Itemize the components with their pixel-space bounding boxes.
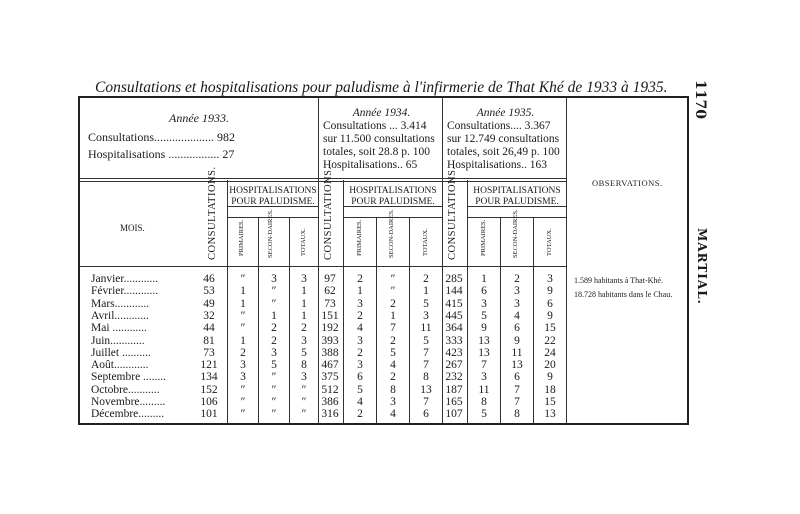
value-cell: ″	[271, 285, 277, 298]
value-cell: 8	[423, 371, 429, 384]
value-cell: ″	[240, 383, 246, 396]
value-cell: 5	[481, 408, 487, 421]
value-cell: 415	[445, 297, 463, 310]
month-cell: Février............	[91, 285, 159, 298]
value-cell: 6	[481, 285, 487, 298]
month-cell: Octobre...........	[91, 383, 160, 396]
hosp-header-1933	[228, 186, 318, 208]
value-cell: 11	[478, 383, 490, 396]
consultations-header-1934: CONSULTATIONS.	[323, 166, 334, 260]
value-cell: 3	[240, 359, 246, 372]
value-cell: 151	[321, 309, 339, 322]
year-1934-percent: totales, soit 28.8 p. 100	[323, 146, 431, 158]
value-cell: 1	[423, 285, 429, 298]
primaires-header: PRIMAIRES.	[480, 219, 487, 256]
value-cell: ″	[271, 371, 277, 384]
value-cell: 4	[357, 396, 363, 408]
value-cell: 22	[544, 334, 556, 347]
divider	[80, 266, 566, 267]
value-cell: 1	[271, 309, 277, 322]
value-cell: 3	[547, 273, 553, 285]
value-cell: 3	[301, 371, 307, 384]
value-cell: ″	[271, 383, 277, 396]
value-cell: 3	[357, 297, 363, 310]
value-cell: 32	[203, 309, 215, 322]
value-cell: 7	[423, 359, 429, 372]
value-cell: ″	[271, 408, 277, 421]
hosp-header-line2: POUR PALUDISME.	[231, 197, 315, 207]
hosp-header-line2: POUR PALUDISME.	[351, 197, 435, 207]
value-cell: 2	[390, 297, 396, 310]
month-cell: Décembre.........	[91, 408, 165, 421]
value-cell: 386	[321, 396, 339, 408]
value-cell: 5	[271, 359, 277, 372]
value-cell: 3	[514, 285, 520, 298]
month-cell: Août............	[91, 359, 149, 372]
value-cell: 13	[511, 359, 523, 372]
value-cell: 1	[301, 297, 307, 310]
value-cell: 2	[357, 408, 363, 421]
observation-note: 18.728 habitants dans le Chau.	[574, 290, 673, 299]
value-cell: 423	[445, 346, 463, 359]
year-1933-block	[88, 112, 310, 161]
secondaires-header: SECON-DAIRES.	[267, 209, 274, 258]
month-cell: Janvier............	[91, 273, 159, 285]
hosp-header-line2: POUR PALUDISME.	[475, 197, 559, 207]
value-cell: 49	[203, 297, 215, 310]
totaux-header: TOTAUX.	[422, 228, 429, 256]
value-cell: 333	[445, 334, 463, 347]
value-cell: 187	[445, 383, 463, 396]
value-cell: 53	[203, 285, 215, 298]
value-cell: 134	[200, 371, 218, 384]
value-cell: 20	[544, 359, 556, 372]
value-cell: 8	[301, 359, 307, 372]
year-1934-consultations: Consultations ... 3.414	[323, 120, 427, 132]
value-cell: 2	[390, 334, 396, 347]
value-cell: 192	[321, 322, 339, 335]
table-row	[80, 385, 691, 397]
value-cell: 3	[301, 273, 307, 285]
value-cell: 512	[321, 383, 339, 396]
value-cell: 101	[200, 408, 218, 421]
month-cell: Mai ............	[91, 322, 147, 335]
year-1934-block	[323, 107, 440, 172]
value-cell: 3	[390, 396, 396, 408]
value-cell: 2	[357, 309, 363, 322]
value-cell: 6	[514, 371, 520, 384]
value-cell: 7	[514, 383, 520, 396]
table-row	[80, 299, 691, 311]
value-cell: 1	[240, 285, 246, 298]
value-cell: 364	[445, 322, 463, 335]
observation-note: 1.589 habitants à That-Khé.	[574, 276, 663, 285]
value-cell: 13	[544, 408, 556, 421]
value-cell: 3	[481, 371, 487, 384]
year-1935-percent: totales, soit 26,49 p. 100	[447, 146, 560, 158]
data-table	[78, 96, 689, 425]
value-cell: 1	[481, 273, 487, 285]
value-cell: 9	[547, 309, 553, 322]
observations-header: OBSERVATIONS.	[592, 178, 663, 188]
value-cell: 6	[547, 297, 553, 310]
year-1935-consultations: Consultations.... 3.367	[447, 120, 551, 132]
value-cell: 5	[357, 383, 363, 396]
value-cell: 3	[514, 297, 520, 310]
value-cell: 1	[357, 285, 363, 298]
value-cell: 18	[544, 383, 556, 396]
value-cell: 144	[445, 285, 463, 298]
value-cell: 2	[240, 346, 246, 359]
year-1934-heading: Année 1934.	[352, 107, 411, 119]
value-cell: 2	[357, 273, 363, 285]
table-row	[80, 336, 691, 348]
value-cell: 8	[514, 408, 520, 421]
table-row	[80, 311, 691, 323]
hosp-header-1935	[468, 186, 566, 208]
value-cell: 11	[511, 346, 523, 359]
value-cell: 2	[271, 334, 277, 347]
value-cell: ″	[390, 285, 396, 298]
value-cell: 2	[390, 371, 396, 384]
value-cell: 9	[514, 334, 520, 347]
value-cell: 1	[240, 334, 246, 347]
mois-header: MOIS.	[120, 223, 145, 233]
running-head-author: MARTIAL.	[695, 228, 709, 305]
month-cell: Juillet ..........	[91, 346, 151, 359]
value-cell: 467	[321, 359, 339, 372]
value-cell: 3	[271, 273, 277, 285]
value-cell: ″	[240, 396, 246, 408]
month-cell: Septembre ........	[91, 371, 167, 384]
table-row	[80, 360, 691, 372]
table-row	[80, 409, 691, 421]
value-cell: 81	[203, 334, 215, 347]
value-cell: 5	[423, 297, 429, 310]
value-cell: 3	[301, 334, 307, 347]
value-cell: 5	[301, 346, 307, 359]
value-cell: 5	[481, 309, 487, 322]
value-cell: 7	[390, 322, 396, 335]
hosp-header-1934	[344, 186, 442, 208]
value-cell: 13	[478, 346, 490, 359]
year-1933-hospitalisations: Hospitalisations ................. 27	[88, 147, 235, 161]
value-cell: 73	[203, 346, 215, 359]
value-cell: 6	[514, 322, 520, 335]
value-cell: 445	[445, 309, 463, 322]
value-cell: 6	[357, 371, 363, 384]
value-cell: 1	[240, 297, 246, 310]
value-cell: 15	[544, 322, 556, 335]
value-cell: 4	[390, 408, 396, 421]
year-1935-block	[447, 107, 564, 172]
value-cell: 232	[445, 371, 463, 384]
totaux-header: TOTAUX.	[300, 228, 307, 256]
table-row	[80, 348, 691, 360]
value-cell: 316	[321, 408, 339, 421]
year-1933-heading: Année 1933.	[169, 111, 229, 125]
consultations-header-1933: CONSULTATIONS.	[207, 166, 218, 260]
secondaires-header: SECON-DAIRES.	[388, 209, 395, 258]
value-cell: 388	[321, 346, 339, 359]
totaux-header: TOTAUX.	[546, 228, 553, 256]
year-1934-share: sur 11.500 consultations	[323, 133, 435, 145]
value-cell: 9	[481, 322, 487, 335]
value-cell: ″	[390, 273, 396, 285]
value-cell: 106	[200, 396, 218, 408]
value-cell: 152	[200, 383, 218, 396]
page-number: 1170	[692, 80, 708, 119]
value-cell: 7	[481, 359, 487, 372]
value-cell: 285	[445, 273, 463, 285]
month-cell: Juin............	[91, 334, 145, 347]
value-cell: 97	[324, 273, 336, 285]
value-cell: 46	[203, 273, 215, 285]
value-cell: ″	[240, 408, 246, 421]
month-cell: Mars............	[91, 297, 150, 310]
value-cell: 7	[423, 346, 429, 359]
year-1935-heading: Année 1935.	[476, 107, 535, 119]
value-cell: 375	[321, 371, 339, 384]
value-cell: ″	[301, 396, 307, 408]
hosp-header-line1: HOSPITALISATIONS	[229, 186, 317, 196]
value-cell: 11	[420, 322, 432, 335]
page-title: Consultations et hospitalisations pour paludisme à l'infirmerie de That Khé de 1933 à 1935.	[95, 79, 668, 96]
value-cell: 3	[357, 359, 363, 372]
value-cell: ″	[240, 273, 246, 285]
value-cell: 9	[547, 285, 553, 298]
value-cell: 393	[321, 334, 339, 347]
value-cell: 1	[301, 285, 307, 298]
value-cell: 4	[514, 309, 520, 322]
value-cell: ″	[301, 408, 307, 421]
value-cell: 2	[357, 346, 363, 359]
value-cell: 15	[544, 396, 556, 408]
value-cell: 2	[514, 273, 520, 285]
consultations-header-1935: CONSULTATIONS.	[447, 166, 458, 260]
month-cell: Novembre.........	[91, 396, 166, 408]
month-cell: Avril............	[91, 309, 149, 322]
value-cell: ″	[301, 383, 307, 396]
value-cell: 62	[324, 285, 336, 298]
value-cell: 5	[390, 346, 396, 359]
value-cell: 3	[240, 371, 246, 384]
value-cell: 1	[301, 309, 307, 322]
value-cell: 13	[478, 334, 490, 347]
value-cell: 3	[481, 297, 487, 310]
value-cell: 8	[481, 396, 487, 408]
value-cell: 9	[547, 371, 553, 384]
value-cell: 44	[203, 322, 215, 335]
value-cell: 3	[271, 346, 277, 359]
value-cell: 4	[390, 359, 396, 372]
value-cell: 3	[357, 334, 363, 347]
table-row	[80, 372, 691, 384]
primaires-header: PRIMAIRES.	[356, 219, 363, 256]
value-cell: 2	[423, 273, 429, 285]
value-cell: 3	[423, 309, 429, 322]
value-cell: 24	[544, 346, 556, 359]
value-cell: 107	[445, 408, 463, 421]
value-cell: 4	[357, 322, 363, 335]
value-cell: 267	[445, 359, 463, 372]
value-cell: 73	[324, 297, 336, 310]
value-cell: 13	[420, 383, 432, 396]
value-cell: ″	[240, 322, 246, 335]
value-cell: 2	[301, 322, 307, 335]
table-row	[80, 397, 691, 409]
value-cell: 121	[200, 359, 218, 372]
value-cell: 7	[514, 396, 520, 408]
primaires-header: PRIMAIRES.	[238, 219, 245, 256]
value-cell: 7	[423, 396, 429, 408]
value-cell: 165	[445, 396, 463, 408]
value-cell: 8	[390, 383, 396, 396]
value-cell: 2	[271, 322, 277, 335]
year-1934-hospitalisations: Hospitalisations.. 65	[323, 159, 418, 171]
year-1935-share: sur 12.749 consultations	[447, 133, 560, 145]
table-row	[80, 323, 691, 335]
value-cell: ″	[271, 297, 277, 310]
year-1935-hospitalisations: Hospitalisations.. 163	[447, 159, 547, 171]
hosp-header-line1: HOSPITALISATIONS	[349, 186, 437, 196]
secondaires-header: SECON-DAIRES.	[512, 209, 519, 258]
hosp-header-line1: HOSPITALISATIONS	[473, 186, 561, 196]
value-cell: ″	[271, 396, 277, 408]
value-cell: ″	[240, 309, 246, 322]
value-cell: 1	[390, 309, 396, 322]
year-1933-consultations: Consultations.................... 982	[88, 130, 236, 144]
value-cell: 5	[423, 334, 429, 347]
value-cell: 6	[423, 408, 429, 421]
